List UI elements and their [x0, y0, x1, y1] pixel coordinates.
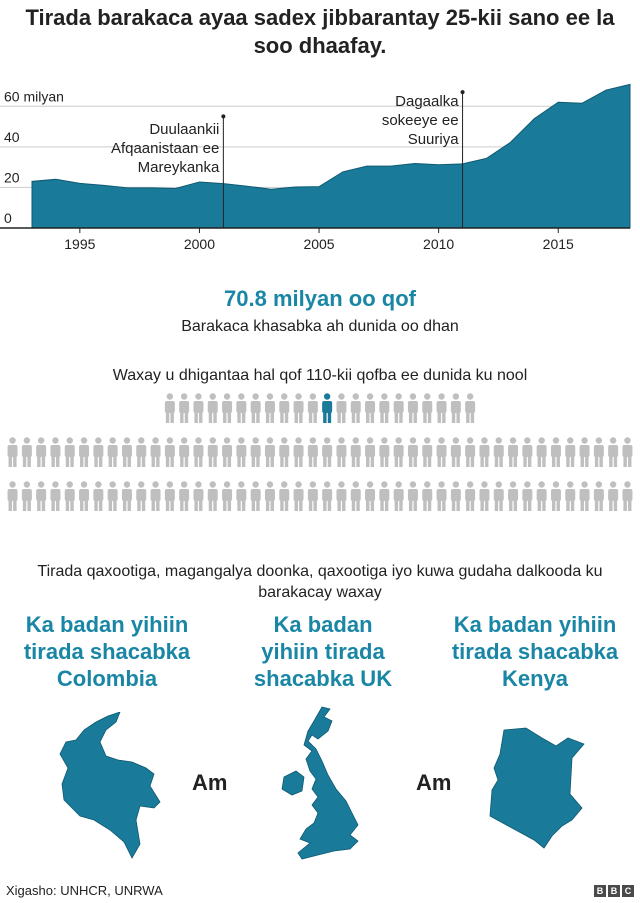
person-icon: [522, 481, 532, 511]
person-icon: [151, 481, 161, 511]
person-icon: [151, 437, 161, 467]
person-icon: [236, 393, 246, 423]
person-icon: [437, 437, 447, 467]
person-icon: [451, 481, 461, 511]
person-icon: [622, 437, 632, 467]
person-icon: [437, 481, 447, 511]
person-icon: [236, 437, 246, 467]
highlighted-person-icon: [322, 393, 332, 423]
kenya-line-3: Kenya: [501, 666, 569, 691]
person-icon: [580, 481, 590, 511]
connector-am-1: Am: [192, 770, 228, 795]
people-pictogram: [0, 393, 640, 523]
person-icon: [8, 437, 18, 467]
person-icon: [479, 437, 489, 467]
person-icon: [193, 481, 203, 511]
person-icon: [351, 393, 361, 423]
headline-subtitle: Barakaca khasabka ah dunida oo dhan: [181, 318, 459, 335]
person-icon: [365, 481, 375, 511]
person-icon: [479, 481, 489, 511]
person-icon: [322, 481, 332, 511]
person-icon: [79, 437, 89, 467]
y-tick-label: 40: [4, 128, 20, 145]
logo-letter-b1: B: [594, 885, 606, 897]
person-icon: [222, 481, 232, 511]
person-icon: [465, 393, 475, 423]
country-colombia-label: [2, 611, 212, 692]
person-icon: [379, 481, 389, 511]
ratio-text: Waxay u dhigantaa hal qof 110-kii qofba ee dunida ku nool: [112, 367, 528, 384]
person-icon: [65, 481, 75, 511]
person-icon: [294, 437, 304, 467]
person-icon: [193, 393, 203, 423]
uk-line-3: shacabka UK: [253, 666, 393, 691]
person-icon: [494, 437, 504, 467]
colombia-line-1: Ka badan yihiin: [25, 612, 189, 637]
x-tick-label: 1995: [64, 236, 96, 252]
inhabitants-text: Tirada qaxootiga, magangalya doonka, qaxootiga iyo kuwa gudaha dalkooda ku barakacay waxay: [37, 563, 603, 601]
annotation-label: [99, 120, 219, 177]
person-icon: [279, 437, 289, 467]
person-icon: [408, 437, 418, 467]
uk-line-2: yihiin tirada: [261, 639, 385, 664]
person-icon: [465, 481, 475, 511]
x-tick-label: 2000: [183, 236, 216, 252]
person-icon: [251, 393, 261, 423]
colombia-line-3: Colombia: [56, 666, 158, 691]
person-icon: [265, 481, 275, 511]
person-icon: [122, 437, 132, 467]
person-icon: [422, 393, 432, 423]
x-tick-label: 2005: [303, 236, 335, 252]
headline-number: 70.8 milyan oo qof: [224, 286, 416, 311]
person-icon: [136, 481, 146, 511]
kenya-line-1: Ka badan yihiin: [453, 612, 617, 637]
person-icon: [8, 481, 18, 511]
country-kenya-label: [432, 611, 638, 692]
person-icon: [179, 437, 189, 467]
annotation-line-text: Afqaanistaan ee: [110, 140, 220, 158]
person-icon: [122, 481, 132, 511]
chart-title: Tirada barakaca ayaa sadex jibbarantay 25-kii sano ee la soo dhaafay.: [25, 5, 615, 58]
annotation-line-text: Mareykanka: [137, 159, 220, 177]
annotation-line-text: Dagaalka: [395, 93, 459, 111]
person-icon: [379, 393, 389, 423]
person-icon: [265, 393, 275, 423]
person-icon: [494, 481, 504, 511]
person-icon: [22, 481, 32, 511]
person-icon: [508, 437, 518, 467]
person-icon: [508, 481, 518, 511]
y-tick-label: 20: [4, 169, 20, 186]
person-icon: [365, 393, 375, 423]
annotation-line-text: Suuriya: [407, 131, 459, 149]
person-icon: [594, 437, 604, 467]
person-icon: [451, 393, 461, 423]
person-icon: [208, 437, 218, 467]
annotation-dot: [461, 90, 465, 94]
person-icon: [50, 437, 60, 467]
person-icon: [422, 437, 432, 467]
person-icon: [165, 481, 175, 511]
person-icon: [236, 481, 246, 511]
person-icon: [437, 393, 447, 423]
person-icon: [208, 481, 218, 511]
person-icon: [565, 437, 575, 467]
person-icon: [308, 481, 318, 511]
person-icon: [365, 437, 375, 467]
person-icon: [165, 437, 175, 467]
person-icon: [165, 393, 175, 423]
person-icon: [179, 393, 189, 423]
person-icon: [622, 481, 632, 511]
refugee-area-chart: [0, 56, 640, 256]
person-icon: [594, 481, 604, 511]
person-icon: [193, 437, 203, 467]
x-tick-label: 2010: [423, 236, 455, 252]
person-icon: [580, 437, 590, 467]
person-icon: [551, 437, 561, 467]
person-icon: [265, 437, 275, 467]
person-icon: [222, 437, 232, 467]
uk-line-1: Ka badan: [273, 612, 373, 637]
logo-letter-b2: B: [608, 885, 620, 897]
person-icon: [222, 393, 232, 423]
annotation-dot: [221, 114, 225, 118]
kenya-line-2: tirada shacabka: [451, 639, 619, 664]
person-icon: [108, 437, 118, 467]
person-icon: [322, 437, 332, 467]
annotation-line-text: Duulaankii: [149, 121, 220, 139]
person-icon: [179, 481, 189, 511]
person-icon: [537, 481, 547, 511]
person-icon: [465, 437, 475, 467]
person-icon: [308, 437, 318, 467]
person-icon: [336, 437, 346, 467]
person-icon: [294, 393, 304, 423]
person-icon: [451, 437, 461, 467]
person-icon: [608, 481, 618, 511]
y-tick-label: 60 milyan: [4, 88, 64, 105]
person-icon: [336, 481, 346, 511]
person-icon: [208, 393, 218, 423]
person-icon: [108, 481, 118, 511]
kenya-map-icon: [486, 724, 592, 854]
person-icon: [551, 481, 561, 511]
connector-am-2: Am: [416, 770, 452, 795]
person-icon: [279, 481, 289, 511]
person-icon: [22, 437, 32, 467]
person-icon: [422, 481, 432, 511]
person-icon: [294, 481, 304, 511]
person-icon: [251, 437, 261, 467]
uk-map-icon: [278, 705, 362, 863]
person-icon: [379, 437, 389, 467]
annotation-line-text: sokeeye ee: [381, 112, 459, 130]
person-icon: [394, 437, 404, 467]
person-icon: [351, 437, 361, 467]
person-icon: [537, 437, 547, 467]
annotation-label: [339, 92, 459, 149]
bbc-logo: [594, 885, 634, 897]
person-icon: [394, 481, 404, 511]
person-icon: [408, 481, 418, 511]
person-icon: [65, 437, 75, 467]
person-icon: [394, 393, 404, 423]
person-icon: [565, 481, 575, 511]
person-icon: [93, 437, 103, 467]
person-icon: [50, 481, 60, 511]
person-icon: [36, 481, 46, 511]
person-icon: [136, 437, 146, 467]
source-note: Xigasho: UNHCR, UNRWA: [6, 883, 163, 898]
person-icon: [93, 481, 103, 511]
country-uk-label: [218, 611, 428, 692]
x-tick-label: 2015: [542, 236, 574, 252]
colombia-line-2: tirada shacabka: [23, 639, 191, 664]
person-icon: [351, 481, 361, 511]
colombia-map-icon: [50, 712, 180, 862]
person-icon: [36, 437, 46, 467]
person-icon: [79, 481, 89, 511]
y-tick-label: 0: [4, 210, 12, 226]
person-icon: [608, 437, 618, 467]
logo-letter-c: C: [622, 885, 634, 897]
person-icon: [336, 393, 346, 423]
person-icon: [308, 393, 318, 423]
person-icon: [522, 437, 532, 467]
person-icon: [251, 481, 261, 511]
person-icon: [408, 393, 418, 423]
person-icon: [279, 393, 289, 423]
